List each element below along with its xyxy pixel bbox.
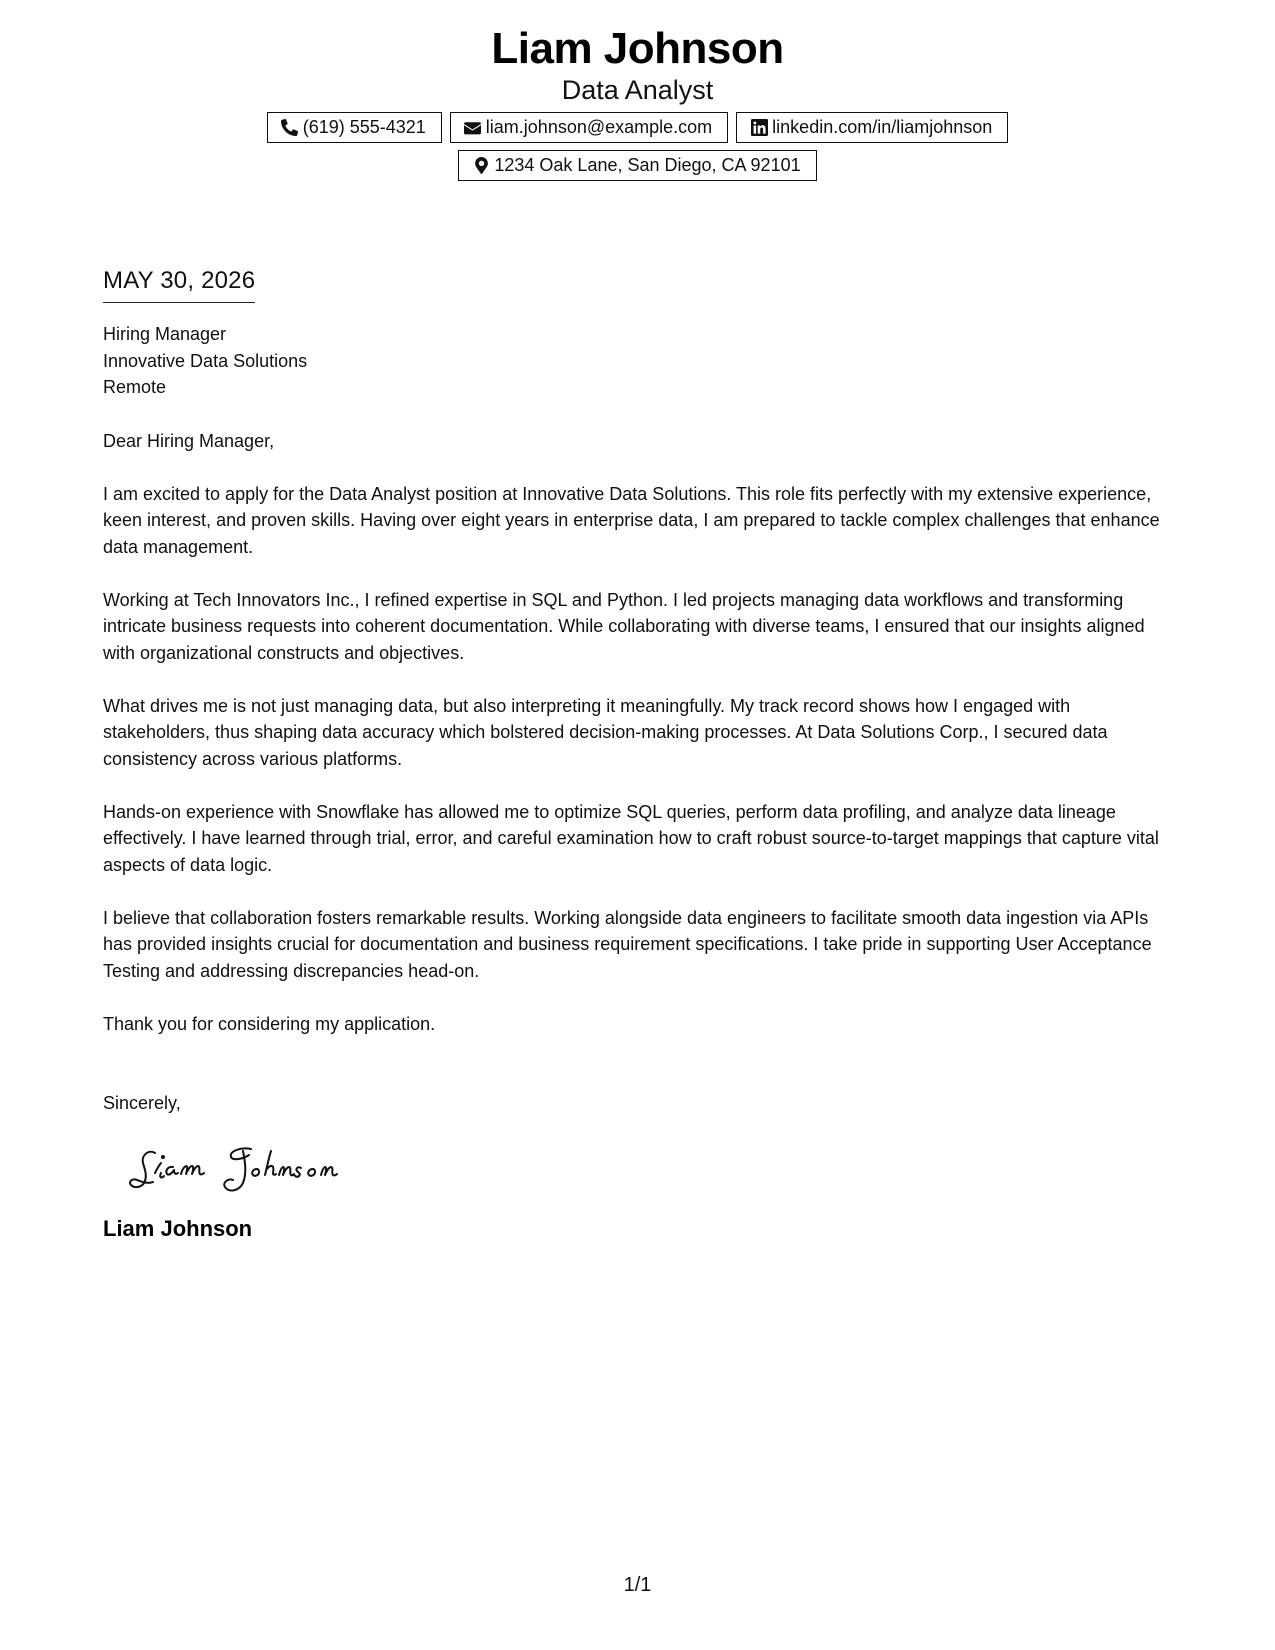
body-paragraph-1: I am excited to apply for the Data Analyst position at Innovative Data Solutions. This role fits perfectly with my extensive experience, keen interest, and proven skills. Having over eight years in enterprise data, I am prepared to tackle complex challenges that enhance data management. bbox=[103, 483, 1160, 557]
map-pin-icon bbox=[472, 157, 490, 175]
body-paragraph-5: I believe that collaboration fosters remarkable results. Working alongside data engineers to facilitate smooth data ingestion via APIs has provided insights crucial for documentation and business requirement specifications. I take pride in supporting User Acceptance Testing and addressing discrepancies head-on. bbox=[103, 907, 1152, 981]
letter-date: MAY 30, 2026 bbox=[103, 264, 255, 303]
body-paragraph-4: Hands-on experience with Snowflake has allowed me to optimize SQL queries, perform data profiling, and analyze data lineage effectively. I have learned through trial, error, and careful examination how to craft robust source-to-target mappings that capture vital aspects of data logic. bbox=[103, 801, 1159, 875]
contact-row-secondary bbox=[0, 150, 1275, 181]
linkedin-icon bbox=[750, 119, 768, 137]
phone-chip[interactable] bbox=[267, 112, 442, 143]
letter-body bbox=[103, 264, 1178, 1243]
salutation: Dear Hiring Manager, bbox=[103, 430, 275, 451]
address-text: 1234 Oak Lane, San Diego, CA 92101 bbox=[494, 155, 801, 175]
address-chip[interactable] bbox=[458, 150, 816, 181]
body-paragraph-3: What drives me is not just managing data, but also interpreting it meaningfully. My track record shows how I engaged with stakeholders, thus shaping data accuracy which bolstered decision-making processes. At Data Solutions Corp., I secured data consistency across various platforms. bbox=[103, 695, 1108, 769]
applicant-name: Liam Johnson bbox=[491, 24, 784, 73]
envelope-icon bbox=[464, 119, 482, 137]
applicant-title: Data Analyst bbox=[561, 75, 714, 105]
signer-name: Liam Johnson bbox=[103, 1215, 253, 1241]
recipient-location: Remote bbox=[103, 377, 167, 397]
contact-row-primary bbox=[0, 112, 1275, 143]
recipient-block bbox=[103, 321, 1178, 401]
recipient-title: Hiring Manager bbox=[103, 324, 227, 344]
linkedin-chip[interactable] bbox=[736, 112, 1008, 143]
recipient-company: Innovative Data Solutions bbox=[103, 350, 308, 371]
email-text: liam.johnson@example.com bbox=[485, 117, 713, 137]
email-chip[interactable] bbox=[450, 112, 728, 143]
closing-line: Thank you for considering my application. bbox=[103, 1013, 436, 1034]
body-paragraph-2: Working at Tech Innovators Inc., I refined expertise in SQL and Python. I led projects managing data workflows and transforming intricate business requests into coherent documentation. While collaborating with diverse teams, I ensured that our insights aligned with organizational constructs and objectives. bbox=[103, 589, 1145, 663]
signoff: Sincerely, bbox=[103, 1093, 181, 1113]
phone-icon bbox=[281, 119, 299, 137]
page-number: 1/1 bbox=[623, 1574, 652, 1596]
handwritten-signature bbox=[125, 1139, 355, 1197]
phone-text: (619) 555-4321 bbox=[302, 117, 426, 137]
letter-header bbox=[0, 22, 1275, 181]
linkedin-text: linkedin.com/in/liamjohnson bbox=[772, 117, 993, 137]
